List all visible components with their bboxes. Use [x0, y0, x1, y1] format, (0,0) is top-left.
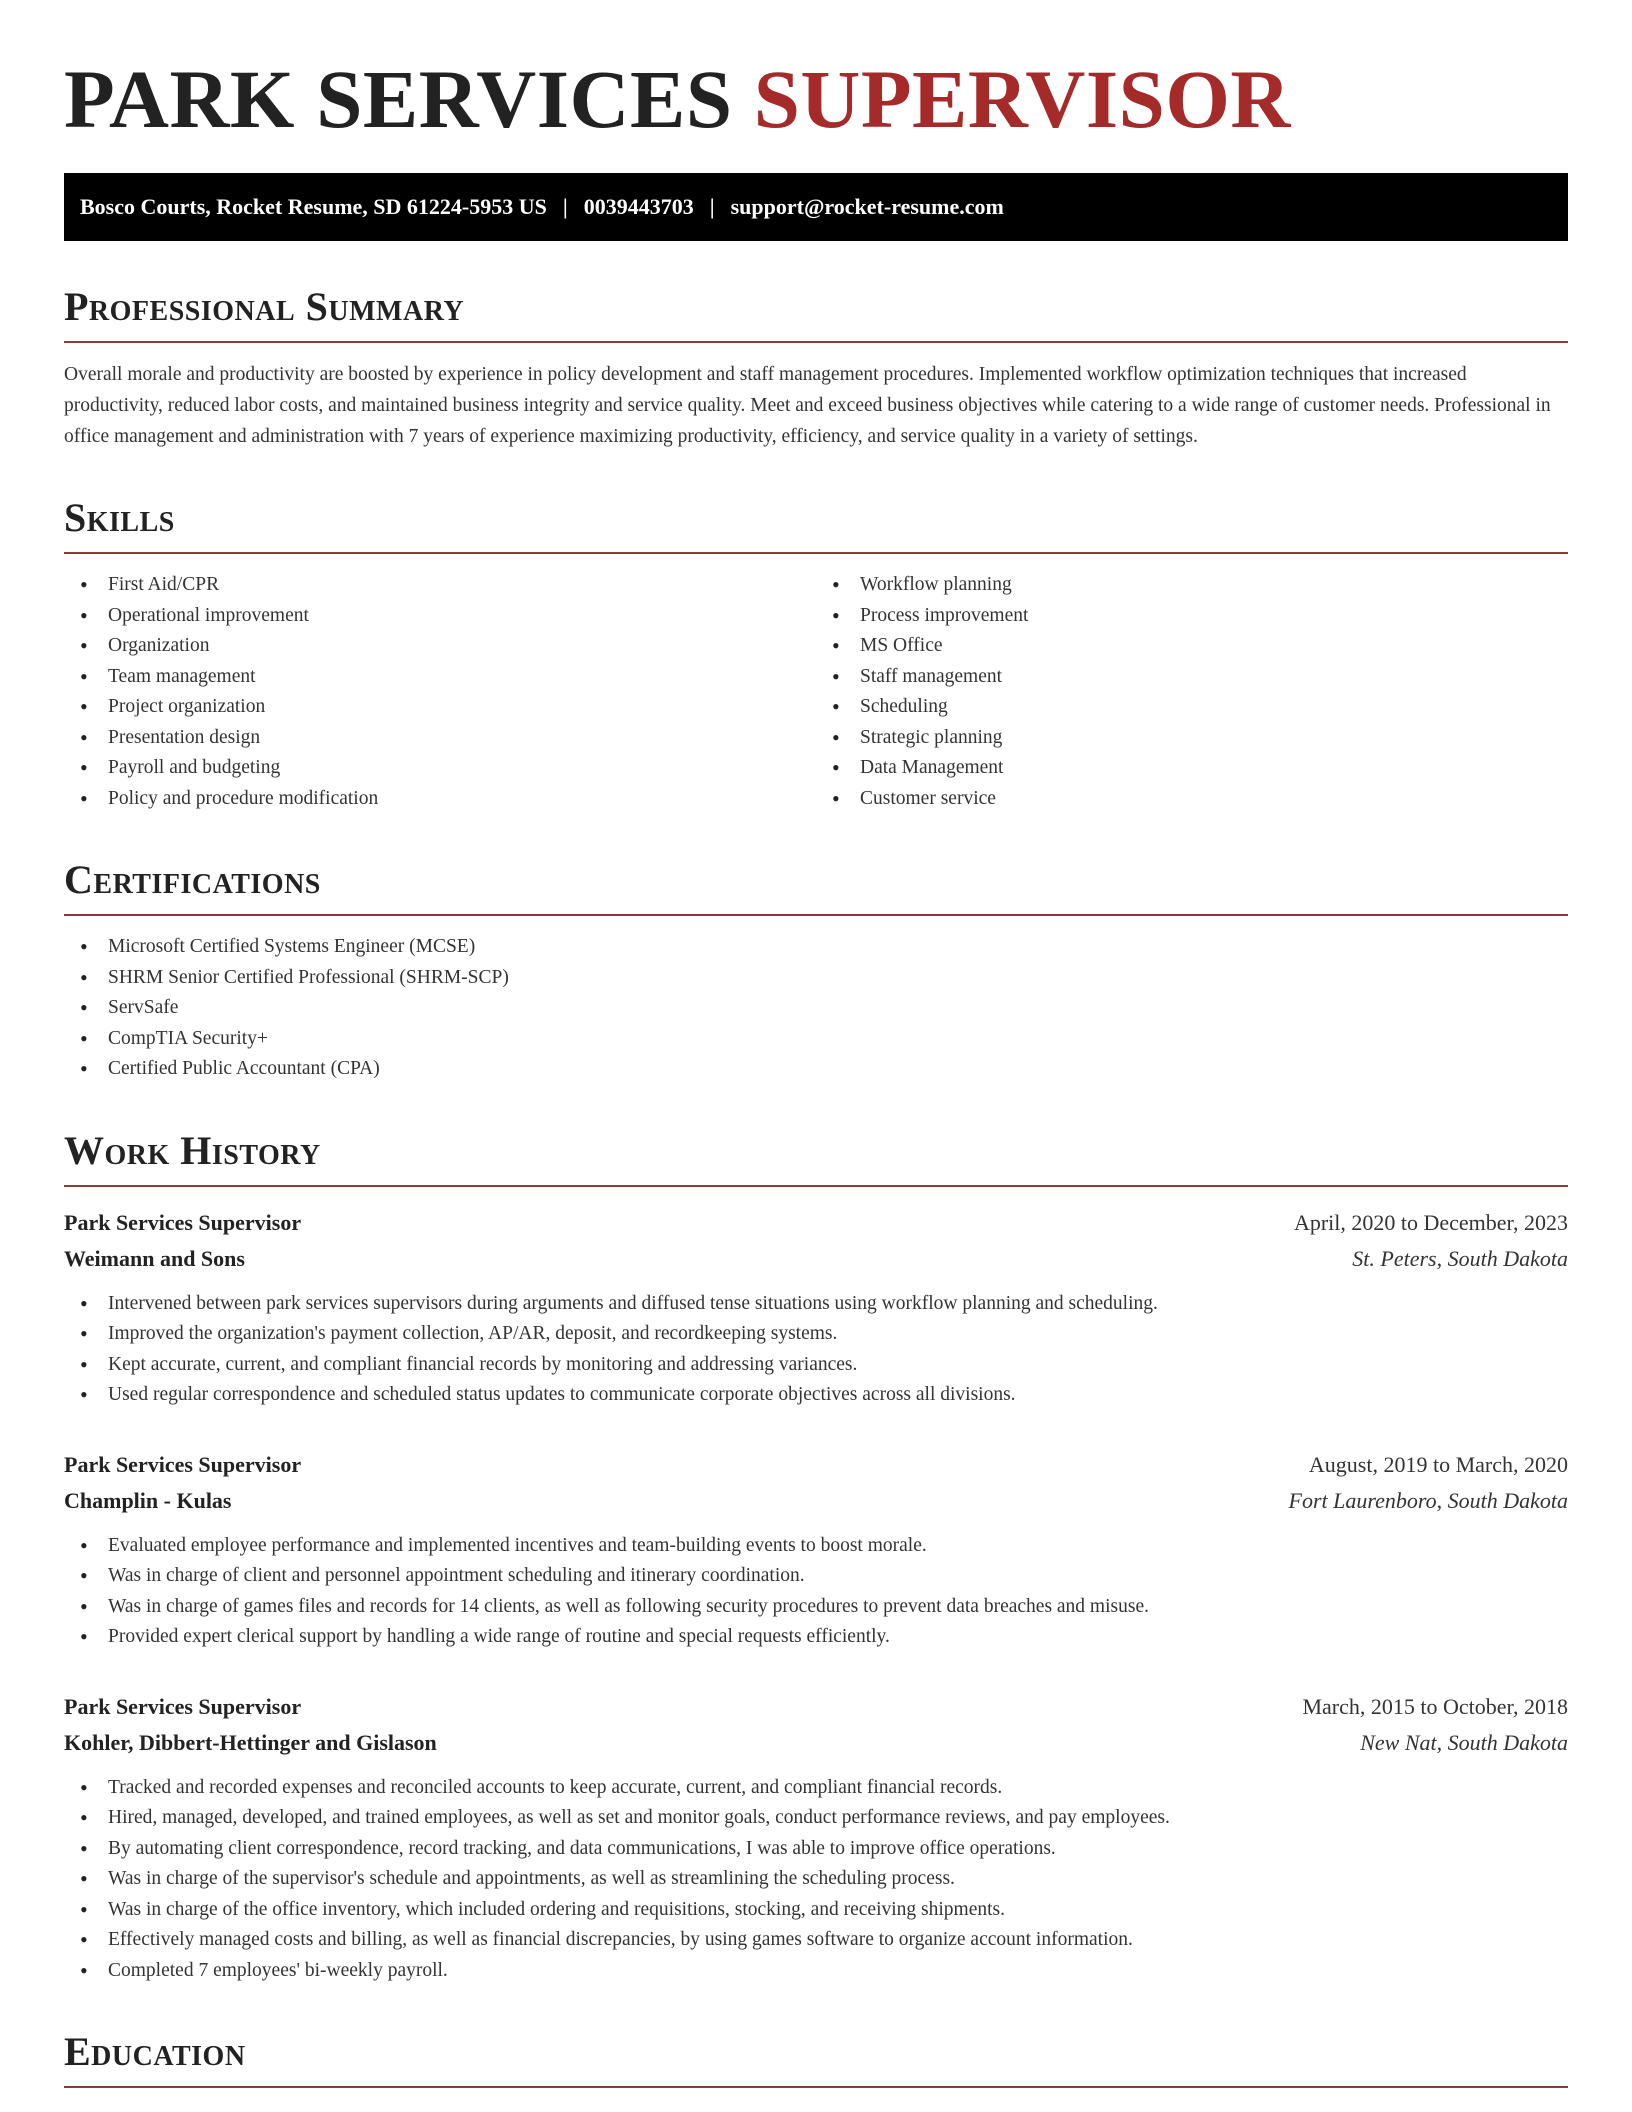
- skill-item: • Data Management: [816, 753, 1568, 784]
- skill-item: • Project organization: [64, 692, 816, 723]
- skill-item: • Strategic planning: [816, 723, 1568, 754]
- duty-item: • Provided expert clerical support by handling a wide range of routine and special requests efficiently.: [64, 1622, 1568, 1653]
- duty-item: • Intervened between park services supervisors during arguments and diffused tense situations using workflow planning and scheduling.: [64, 1289, 1568, 1320]
- job-location: Fort Laurenboro, South Dakota: [1288, 1487, 1568, 1513]
- skills-heading: Skills: [64, 496, 1568, 554]
- duty-item: • Was in charge of the supervisor's schedule and appointments, as well as streamlining the scheduling process.: [64, 1864, 1568, 1895]
- skill-item: • First Aid/CPR: [64, 570, 816, 601]
- duty-item: • Tracked and recorded expenses and reconciled accounts to keep accurate, current, and compliant financial records.: [64, 1773, 1568, 1804]
- job-header-row: [64, 1689, 1568, 1725]
- job-header-row: [64, 1447, 1568, 1483]
- contact-separator: |: [709, 194, 715, 220]
- certifications-heading: Certifications: [64, 858, 1568, 916]
- duty-item: • Used regular correspondence and scheduled status updates to communicate corporate objectives across all divisions.: [64, 1380, 1568, 1411]
- resume-title: [64, 54, 1568, 145]
- skill-item: • Workflow planning: [816, 570, 1568, 601]
- skill-item: • Process improvement: [816, 601, 1568, 632]
- skill-item: • Presentation design: [64, 723, 816, 754]
- job-title: Park Services Supervisor: [64, 1693, 302, 1719]
- job-subheader-row: [64, 1241, 1568, 1277]
- work-history-heading: Work History: [64, 1129, 1568, 1187]
- job-title: Park Services Supervisor: [64, 1451, 302, 1477]
- contact-phone[interactable]: 0039443703: [583, 194, 694, 220]
- job-duties: [64, 1289, 1568, 1411]
- job-dates: March, 2015 to October, 2018: [1302, 1693, 1568, 1719]
- job-title: Park Services Supervisor: [64, 1209, 302, 1235]
- certification-item: • Certified Public Accountant (CPA): [64, 1054, 1568, 1085]
- certification-item: • CompTIA Security+: [64, 1024, 1568, 1055]
- summary-heading: Professional Summary: [64, 285, 1568, 343]
- job-company: Weimann and Sons: [64, 1245, 245, 1271]
- skill-item: • Customer service: [816, 784, 1568, 815]
- certification-item: • SHRM Senior Certified Professional (SHRM-SCP): [64, 963, 1568, 994]
- certification-item: • ServSafe: [64, 993, 1568, 1024]
- job-entry: [64, 1447, 1568, 1653]
- contact-separator: |: [562, 194, 568, 220]
- duty-item: • By automating client correspondence, record tracking, and data communications, I was able to improve office operations.: [64, 1834, 1568, 1865]
- contact-address: Bosco Courts, Rocket Resume, SD 61224-5953 US: [80, 194, 547, 220]
- job-duties: [64, 1531, 1568, 1653]
- duty-item: • Improved the organization's payment collection, AP/AR, deposit, and recordkeeping systems.: [64, 1319, 1568, 1350]
- certification-item: • Microsoft Certified Systems Engineer (MCSE): [64, 932, 1568, 963]
- job-location: St. Peters, South Dakota: [1352, 1245, 1568, 1271]
- job-dates: August, 2019 to March, 2020: [1308, 1451, 1568, 1477]
- duty-item: • Kept accurate, current, and compliant financial records by monitoring and addressing variances.: [64, 1350, 1568, 1381]
- education-heading: Education: [64, 2030, 1568, 2088]
- duty-item: • Completed 7 employees' bi-weekly payroll.: [64, 1956, 1568, 1987]
- duty-item: • Hired, managed, developed, and trained employees, as well as set and monitor goals, conduct performance reviews, and pay employees.: [64, 1803, 1568, 1834]
- job-subheader-row: [64, 1725, 1568, 1761]
- duty-item: • Was in charge of games files and records for 14 clients, as well as following security procedures to prevent data breaches and misuse.: [64, 1592, 1568, 1623]
- skill-item: • Organization: [64, 631, 816, 662]
- job-location: New Nat, South Dakota: [1360, 1729, 1568, 1755]
- job-header-row: [64, 1205, 1568, 1241]
- title-accent: SUPERVISOR: [753, 53, 1291, 145]
- certifications-list: [64, 932, 1568, 1085]
- job-entry: [64, 1205, 1568, 1411]
- duty-item: • Evaluated employee performance and implemented incentives and team-building events to boost morale.: [64, 1531, 1568, 1562]
- duty-item: • Was in charge of client and personnel appointment scheduling and itinerary coordination.: [64, 1561, 1568, 1592]
- summary-text: Overall morale and productivity are boosted by experience in policy development and staff management procedures. Implemented workflow optimization techniques that increased productivity, reduced labor costs, and maintained business integrity and service quality. Meet and exceed business objectives while catering to a wide range of customer needs. Professional in office management and administration with 7 years of experience maximizing productivity, efficiency, and service quality in a variety of settings.: [64, 364, 1551, 448]
- job-subheader-row: [64, 1483, 1568, 1519]
- title-main: PARK SERVICES: [64, 53, 733, 145]
- job-company: Kohler, Dibbert-Hettinger and Gislason: [64, 1729, 437, 1755]
- duty-item: • Effectively managed costs and billing, as well as financial discrepancies, by using games software to organize account information.: [64, 1925, 1568, 1956]
- skill-item: • Payroll and budgeting: [64, 753, 816, 784]
- job-entry: [64, 1689, 1568, 1987]
- duty-item: • Was in charge of the office inventory, which included ordering and requisitions, stocking, and receiving shipments.: [64, 1895, 1568, 1926]
- job-duties: [64, 1773, 1568, 1987]
- contact-bar: [64, 173, 1568, 241]
- skill-item: • Scheduling: [816, 692, 1568, 723]
- skills-list: [64, 570, 1568, 814]
- skill-item: • Staff management: [816, 662, 1568, 693]
- skill-item: • MS Office: [816, 631, 1568, 662]
- skills-column-right: [816, 570, 1568, 814]
- job-dates: April, 2020 to December, 2023: [1293, 1209, 1568, 1235]
- skill-item: • Policy and procedure modification: [64, 784, 816, 815]
- skill-item: • Operational improvement: [64, 601, 816, 632]
- skill-item: • Team management: [64, 662, 816, 693]
- skills-column-left: [64, 570, 816, 814]
- job-company: Champlin - Kulas: [64, 1487, 232, 1513]
- contact-email[interactable]: support@rocket-resume.com: [730, 194, 1004, 220]
